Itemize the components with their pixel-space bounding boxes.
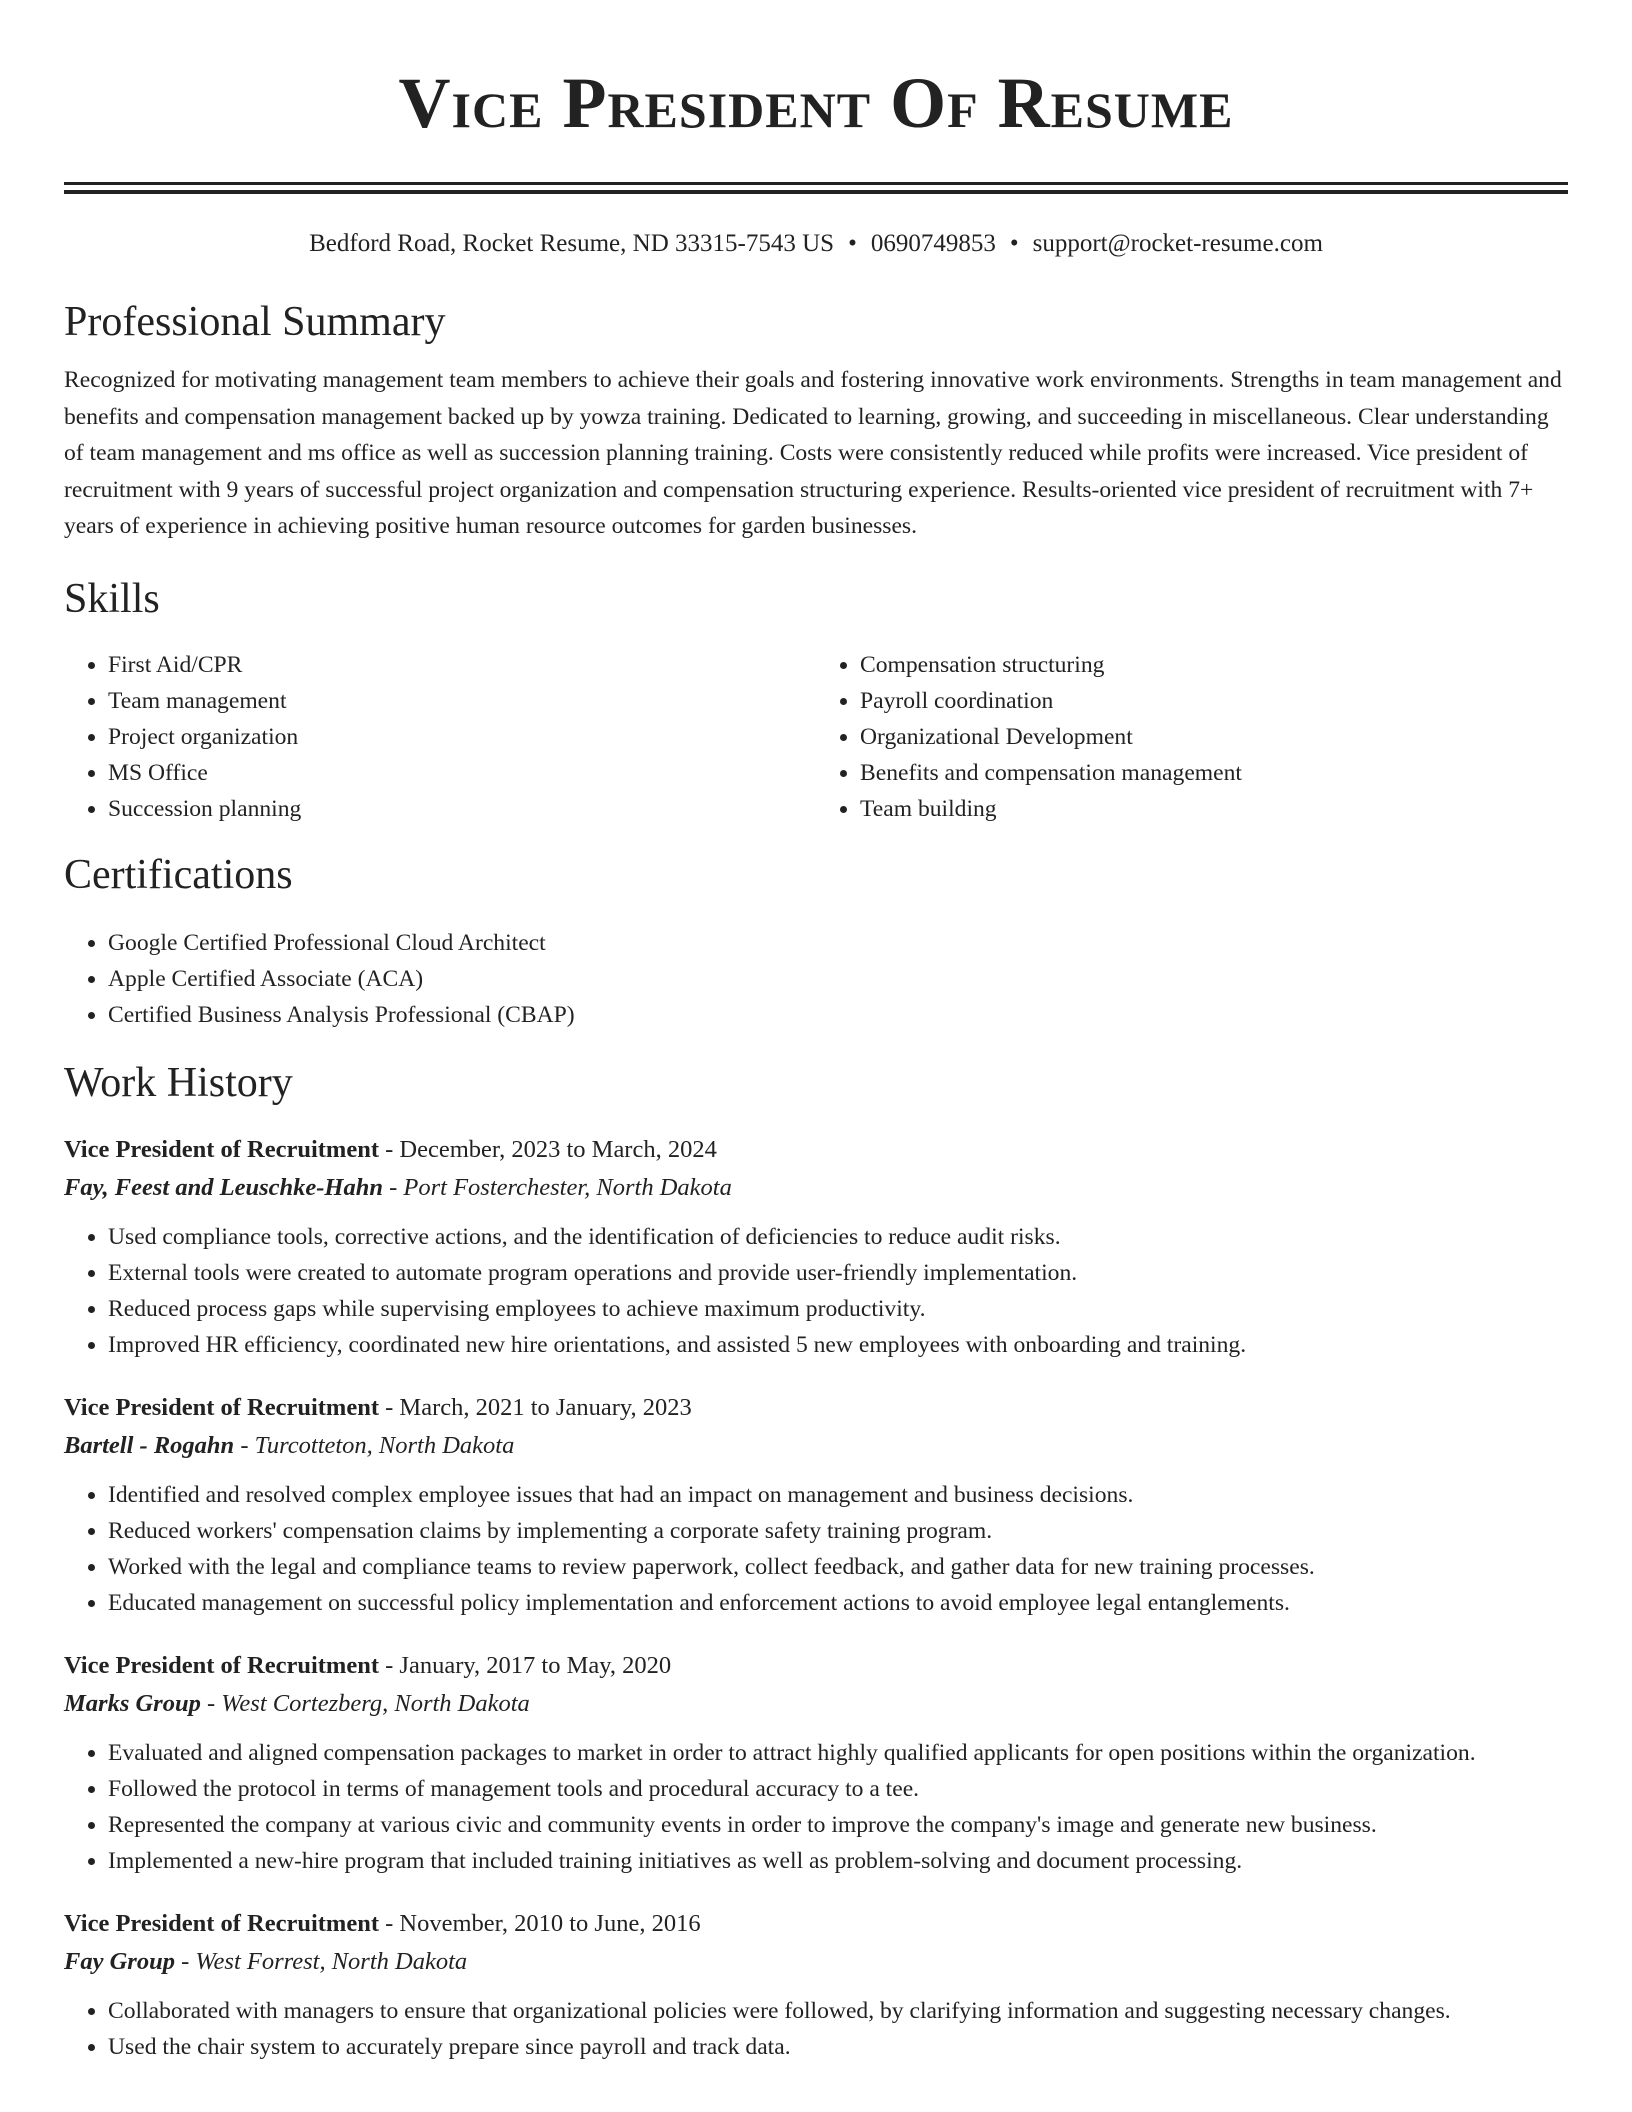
summary-heading: Professional Summary	[64, 299, 446, 345]
job-bullet: • Evaluated and aligned compensation packages to market in order to attract highly qualified applicants for open positions within the organization.	[108, 1735, 1568, 1771]
separator: •	[848, 230, 857, 257]
job-dates: November, 2010 to June, 2016	[399, 1909, 701, 1937]
job-entry	[64, 1131, 1568, 1363]
job-company: Marks Group	[64, 1689, 201, 1717]
job-bullet: • Used compliance tools, corrective actions, and the identification of deficiencies to reduce audit risks.	[108, 1219, 1568, 1255]
skill-item: • Project organization	[108, 719, 816, 755]
header-divider	[64, 182, 1568, 194]
dash: -	[379, 1393, 400, 1421]
certifications-list	[64, 925, 1568, 1033]
job-company: Fay, Feest and Leuschke-Hahn	[64, 1173, 383, 1201]
job-entry	[64, 1389, 1568, 1621]
skill-item: • Organizational Development	[860, 719, 1568, 755]
job-bullet: • Identified and resolved complex employee issues that had an impact on management and business decisions.	[108, 1477, 1568, 1513]
skills-list	[64, 647, 1568, 827]
work-history-heading: Work History	[64, 1059, 293, 1106]
job-dates: December, 2023 to March, 2024	[399, 1135, 717, 1163]
job-bullet: • Collaborated with managers to ensure that organizational policies were followed, by clarifying information and suggesting necessary changes.	[108, 1993, 1568, 2029]
job-bullet: • Reduced process gaps while supervising employees to achieve maximum productivity.	[108, 1291, 1568, 1327]
skills-heading: Skills	[64, 575, 160, 622]
job-title: Vice President of Recruitment	[64, 1135, 379, 1163]
job-dates: January, 2017 to May, 2020	[399, 1651, 672, 1679]
job-bullet: • Improved HR efficiency, coordinated new hire orientations, and assisted 5 new employees with onboarding and training.	[108, 1327, 1568, 1363]
certification-item: • Apple Certified Associate (ACA)	[108, 961, 1568, 997]
job-title: Vice President of Recruitment	[64, 1393, 379, 1421]
job-company: Bartell - Rogahn	[64, 1431, 235, 1459]
skill-item: • Team management	[108, 683, 816, 719]
job-bullets	[64, 1735, 1568, 1879]
skill-item: • Succession planning	[108, 791, 816, 827]
job-bullets	[64, 1219, 1568, 1363]
dash: -	[379, 1909, 400, 1937]
dash: -	[200, 1689, 222, 1717]
job-company-line	[64, 1427, 1568, 1465]
job-company-line	[64, 1685, 1568, 1723]
job-location: Turcotteton, North Dakota	[254, 1431, 515, 1459]
summary-text: Recognized for motivating management team members to achieve their goals and fostering innovative work environments. Strengths in team management and benefits and compensation management backed up by yowza training. Dedicated to learning, growing, and succeeding in miscellaneous. Clear understanding of team management and ms office as well as succession planning training. Costs were consistently reduced while profits were increased. Vice president of recruitment with 9 years of successful project organization and compensation structuring experience. Results-oriented vice president of recruitment with 7+ years of experience in achieving positive human resource outcomes for garden businesses.	[64, 367, 1562, 539]
certifications-heading: Certifications	[64, 851, 293, 898]
job-bullet: • Used the chair system to accurately prepare since payroll and track data.	[108, 2029, 1568, 2065]
skill-item: • Compensation structuring	[860, 647, 1568, 683]
work-history-list	[64, 1131, 1568, 2065]
resume-name: Vice President Of Resume	[398, 63, 1234, 143]
separator: •	[1009, 230, 1019, 257]
job-title-line	[64, 1131, 1568, 1169]
job-entry	[64, 1647, 1568, 1879]
job-company-line	[64, 1943, 1568, 1981]
contact-line	[64, 228, 1568, 260]
job-bullet: • Implemented a new-hire program that included training initiatives as well as problem-solving and document processing.	[108, 1843, 1568, 1879]
job-company-line	[64, 1169, 1568, 1207]
skill-item: • First Aid/CPR	[108, 647, 816, 683]
job-bullet: • Followed the protocol in terms of management tools and procedural accuracy to a tee.	[108, 1771, 1568, 1807]
dash: -	[234, 1431, 255, 1459]
dash: -	[379, 1135, 400, 1163]
job-title-line	[64, 1905, 1568, 1943]
job-entry	[64, 1905, 1568, 2065]
job-bullet: • Reduced workers' compensation claims by implementing a corporate safety training program.	[108, 1513, 1568, 1549]
job-bullet: • Educated management on successful policy implementation and enforcement actions to avoid employee legal entanglements.	[108, 1585, 1568, 1621]
address: Bedford Road, Rocket Resume, ND 33315-7543 US	[309, 230, 835, 257]
job-bullets	[64, 1993, 1568, 2065]
job-bullets	[64, 1477, 1568, 1621]
job-location: Port Fosterchester, North Dakota	[403, 1173, 732, 1201]
job-title: Vice President of Recruitment	[64, 1651, 379, 1679]
certification-item: • Google Certified Professional Cloud Architect	[108, 925, 1568, 961]
dash: -	[174, 1947, 196, 1975]
skill-item: • MS Office	[108, 755, 816, 791]
skill-item: • Payroll coordination	[860, 683, 1568, 719]
job-bullet: • Represented the company at various civic and community events in order to improve the company's image and generate new business.	[108, 1807, 1568, 1843]
job-bullet: • Worked with the legal and compliance teams to review paperwork, collect feedback, and gather data for new training processes.	[108, 1549, 1568, 1585]
dash: -	[382, 1173, 404, 1201]
job-title: Vice President of Recruitment	[64, 1909, 379, 1937]
job-dates: March, 2021 to January, 2023	[399, 1393, 692, 1421]
phone: 0690749853	[870, 230, 996, 257]
job-location: West Cortezberg, North Dakota	[221, 1689, 530, 1717]
email[interactable]: support@rocket-resume.com	[1032, 230, 1323, 257]
skill-item: • Benefits and compensation management	[860, 755, 1568, 791]
skills-column-left	[64, 647, 816, 827]
job-company: Fay Group	[64, 1947, 175, 1975]
job-bullet: • External tools were created to automate program operations and provide user-friendly implementation.	[108, 1255, 1568, 1291]
skill-item: • Team building	[860, 791, 1568, 827]
job-title-line	[64, 1389, 1568, 1427]
dash: -	[379, 1651, 400, 1679]
job-title-line	[64, 1647, 1568, 1685]
certification-item: • Certified Business Analysis Professional (CBAP)	[108, 997, 1568, 1033]
skills-column-right	[816, 647, 1568, 827]
job-location: West Forrest, North Dakota	[195, 1947, 468, 1975]
